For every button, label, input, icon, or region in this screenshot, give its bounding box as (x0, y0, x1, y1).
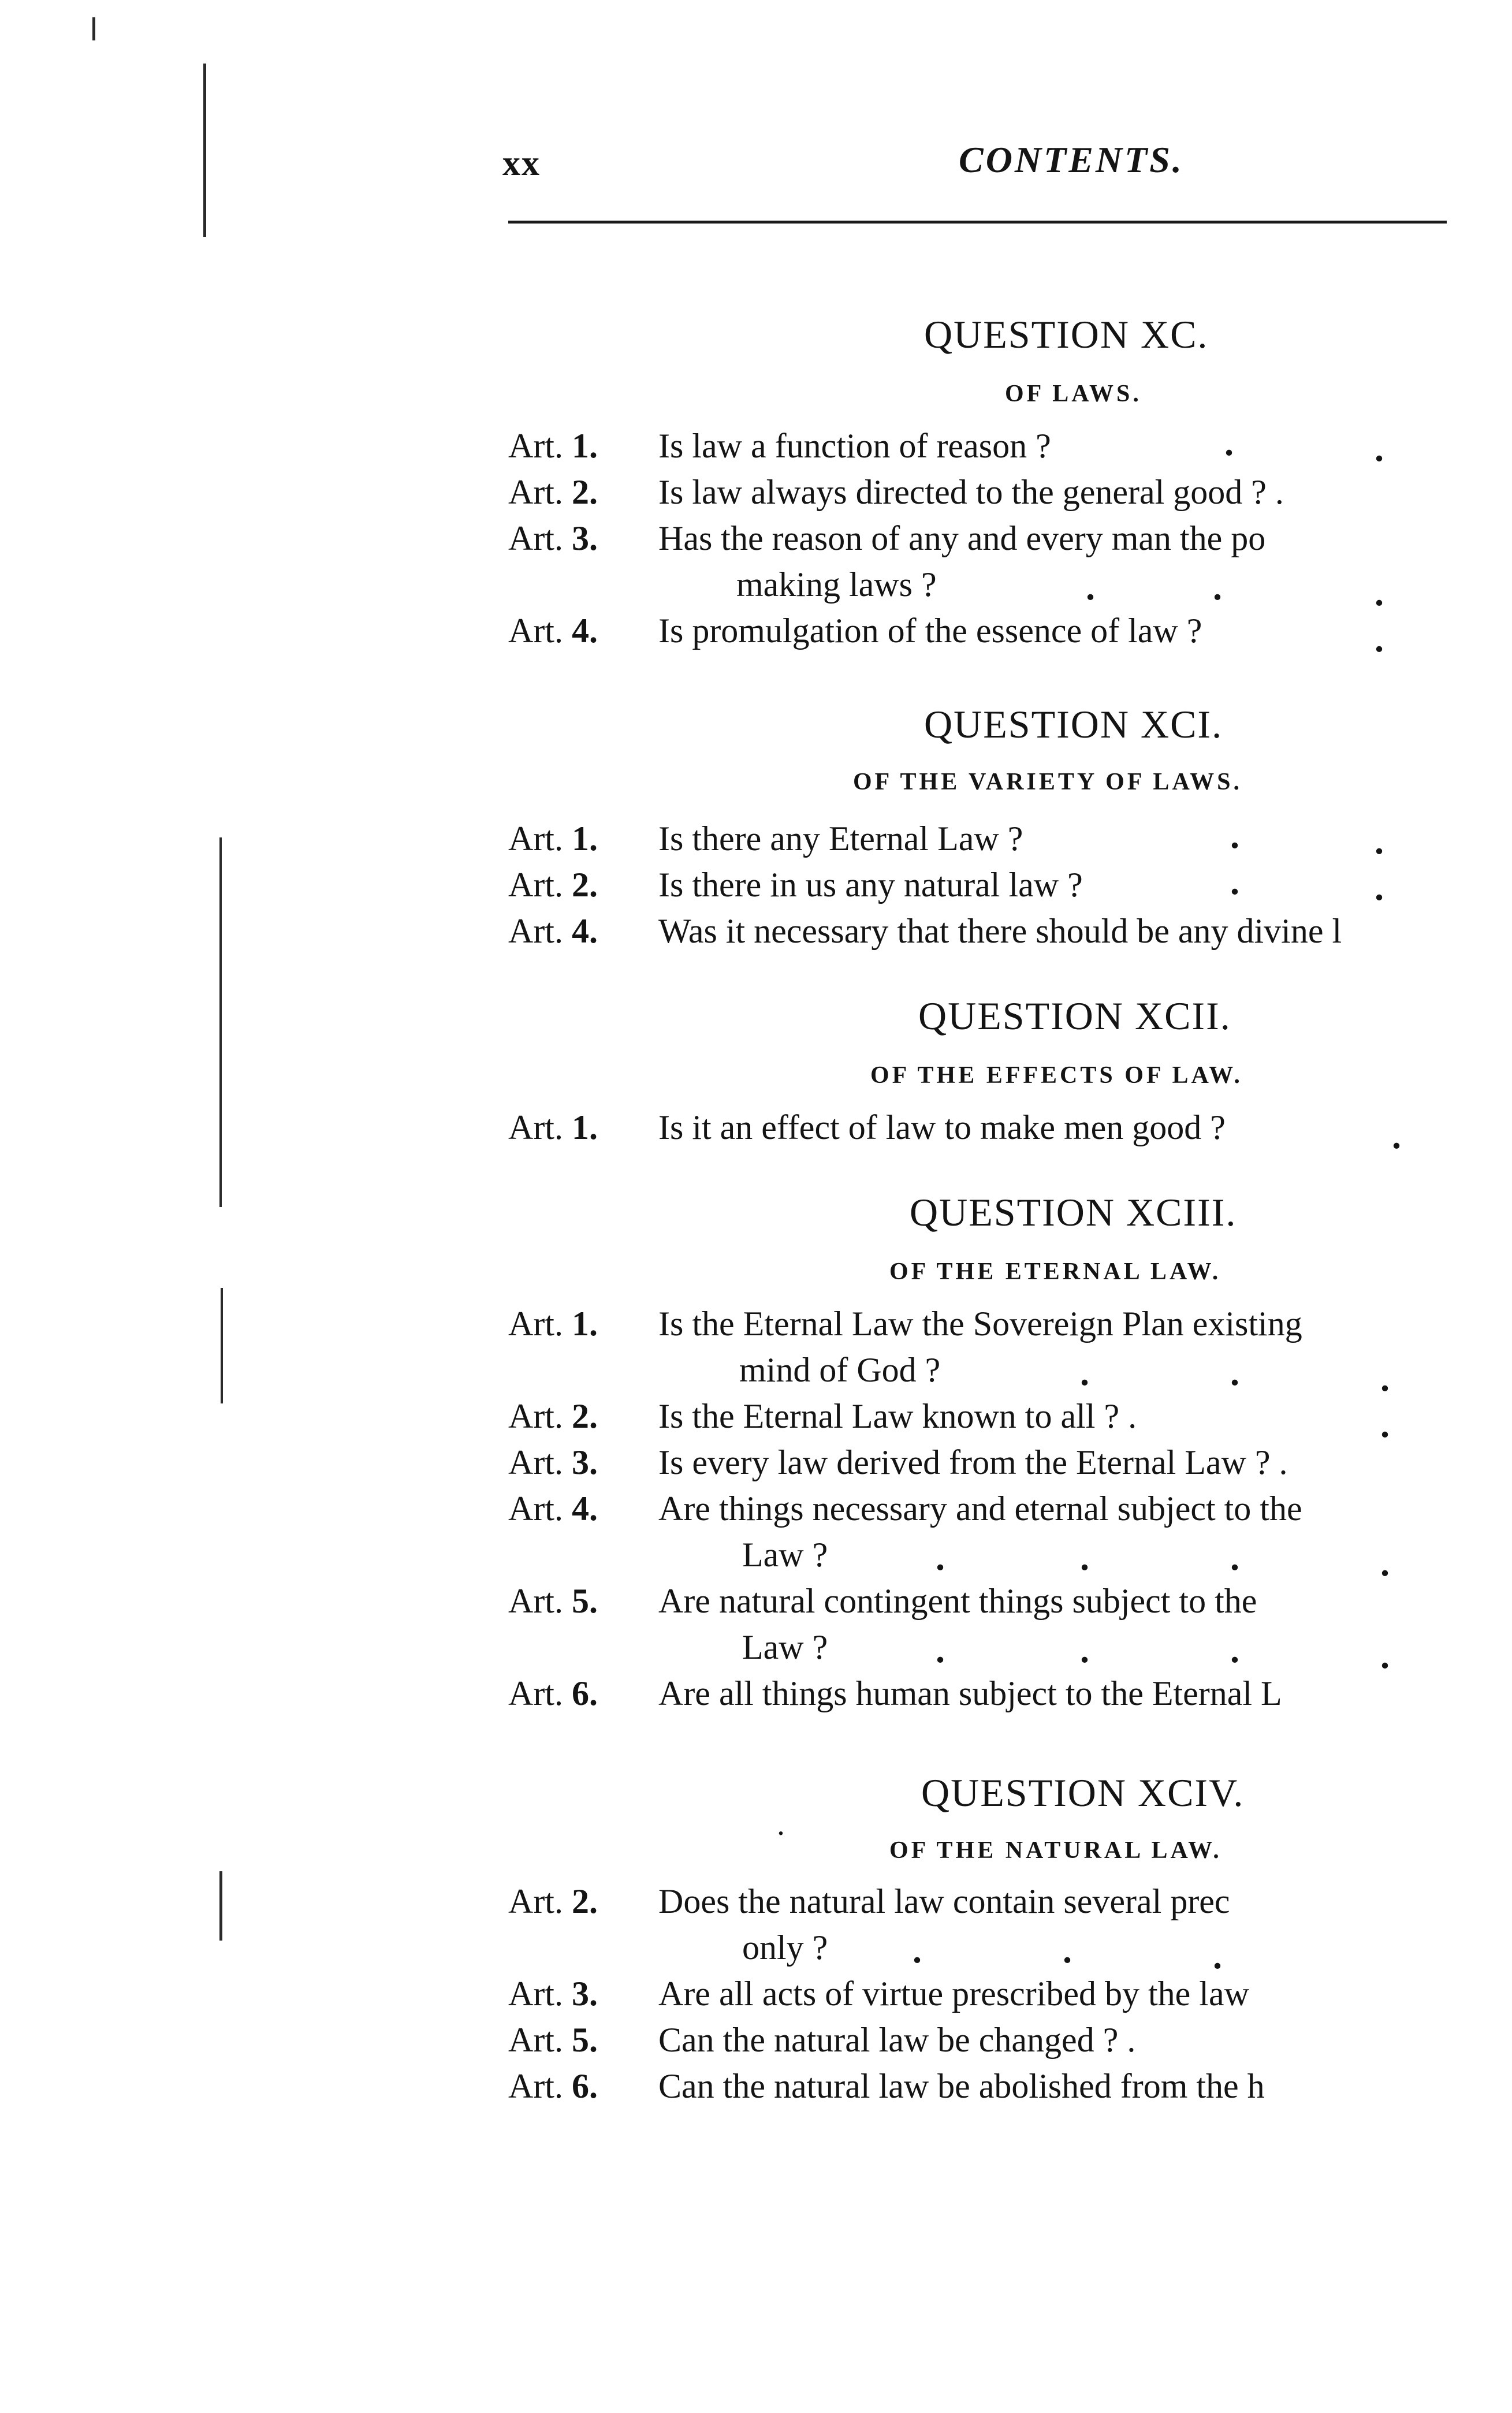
article-title-continuation: Law ? (742, 1536, 828, 1574)
article-label: Art. 1. (508, 427, 598, 465)
article-title-continuation: Law ? (742, 1628, 828, 1666)
leader-dots: . (1063, 1930, 1072, 1971)
leader-dots: . (1080, 1352, 1089, 1393)
leader-dots: . (1375, 821, 1384, 862)
gutter-mark (219, 1871, 222, 1941)
article-label: Art. 1. (508, 820, 598, 858)
leader-dots: . (1230, 1537, 1239, 1578)
article-title-continuation: only ? (742, 1928, 828, 1967)
article-label: Art. 4. (508, 912, 598, 950)
leader-dots: . (1080, 1537, 1089, 1578)
article-label: Art. 3. (508, 1443, 598, 1481)
question-subtitle: OF THE VARIETY OF LAWS. (853, 769, 1242, 795)
question-heading: QUESTION XCIII. (910, 1190, 1237, 1234)
leader-dots: . (1380, 1404, 1390, 1445)
article-label: Art. 6. (508, 2067, 598, 2105)
article-title: Is law always directed to the general good ? . (658, 473, 1284, 511)
article-title: Can the natural law be changed ? . (658, 2021, 1136, 2059)
article-title: Is the Eternal Law the Sovereign Plan existing (658, 1305, 1302, 1343)
gutter-mark (221, 1288, 223, 1403)
article-title: Is the Eternal Law known to all ? . (658, 1397, 1137, 1435)
question-heading: QUESTION XCI. (924, 702, 1223, 746)
article-title: Can the natural law be abolished from the h (658, 2067, 1265, 2105)
leader-dots: . (1213, 1935, 1222, 1976)
question-subtitle: OF THE NATURAL LAW. (889, 1837, 1222, 1864)
article-title: Has the reason of any and every man the po (658, 519, 1266, 557)
page-number: xx (502, 144, 541, 183)
article-label: Art. 6. (508, 1674, 598, 1712)
article-label: Art. 2. (508, 866, 598, 904)
leader-dots: . (1230, 1352, 1239, 1393)
leader-dots: . (936, 1629, 945, 1670)
article-label: Art. 2. (508, 1397, 598, 1435)
article-title: Is every law derived from the Eternal Law ? . (658, 1443, 1288, 1481)
article-title: Are all acts of virtue prescribed by the law (658, 1975, 1249, 2013)
leader-dots: . (936, 1537, 945, 1578)
article-label: Art. 1. (508, 1108, 598, 1146)
article-title: Is it an effect of law to make men good ? (658, 1108, 1226, 1146)
article-label: Art. 4. (508, 612, 598, 650)
leader-dots: . (1375, 428, 1384, 469)
leader-dots: . (1375, 619, 1384, 660)
article-title: Are natural contingent things subject to the (658, 1582, 1257, 1620)
question-heading: QUESTION XCII. (918, 994, 1231, 1038)
question-heading: QUESTION XCIV. (921, 1771, 1245, 1815)
leader-dots: . (1230, 861, 1239, 902)
article-title: Is there any Eternal Law ? (658, 820, 1023, 858)
article-title-continuation: making laws ? (736, 565, 937, 604)
leader-dots: . (1230, 815, 1239, 856)
article-title: Is promulgation of the essence of law ? (658, 612, 1202, 650)
gutter-mark (219, 837, 222, 1207)
leader-dots: . (1380, 1635, 1390, 1676)
article-label: Art. 3. (508, 1975, 598, 2013)
article-label: Art. 4. (508, 1489, 598, 1528)
leader-dots: . (1224, 422, 1234, 463)
contents-column (508, 0, 1512, 2413)
article-label: Art. 5. (508, 1582, 598, 1620)
question-subtitle: OF THE ETERNAL LAW. (889, 1258, 1221, 1285)
article-label: Art. 1. (508, 1305, 598, 1343)
article-title-continuation: mind of God ? (739, 1351, 941, 1389)
leader-dots: . (1086, 567, 1095, 608)
article-title: Was it necessary that there should be any divine l (658, 912, 1342, 950)
article-title: Are things necessary and eternal subject to the (658, 1489, 1302, 1528)
leader-dots: . (1230, 1629, 1239, 1670)
article-title: Are all things human subject to the Eternal L (658, 1674, 1282, 1712)
leader-dots: . (1375, 867, 1384, 908)
article-title: Is law a function of reason ? (658, 427, 1051, 465)
leader-dots: . (1380, 1543, 1390, 1584)
article-title: Is there in us any natural law ? (658, 866, 1083, 904)
article-label: Art. 3. (508, 519, 598, 557)
stray-dot: . (778, 1814, 784, 1840)
leader-dots: . (1380, 1358, 1390, 1399)
article-label: Art. 2. (508, 1882, 598, 1920)
gutter-mark (203, 64, 206, 237)
leader-dots: . (1213, 567, 1222, 608)
question-subtitle: OF THE EFFECTS OF LAW. (870, 1062, 1243, 1089)
leader-dots: . (913, 1930, 922, 1971)
article-label: Art. 2. (508, 473, 598, 511)
leader-dots: . (1392, 1115, 1401, 1156)
article-title: Does the natural law contain several prec (658, 1882, 1230, 1920)
leader-dots: . (1375, 572, 1384, 613)
question-subtitle: OF LAWS. (1005, 381, 1142, 407)
question-heading: QUESTION XC. (924, 312, 1209, 356)
running-head: CONTENTS. (959, 139, 1184, 180)
article-label: Art. 5. (508, 2021, 598, 2059)
gutter-mark (92, 17, 95, 40)
leader-dots: . (1080, 1629, 1089, 1670)
